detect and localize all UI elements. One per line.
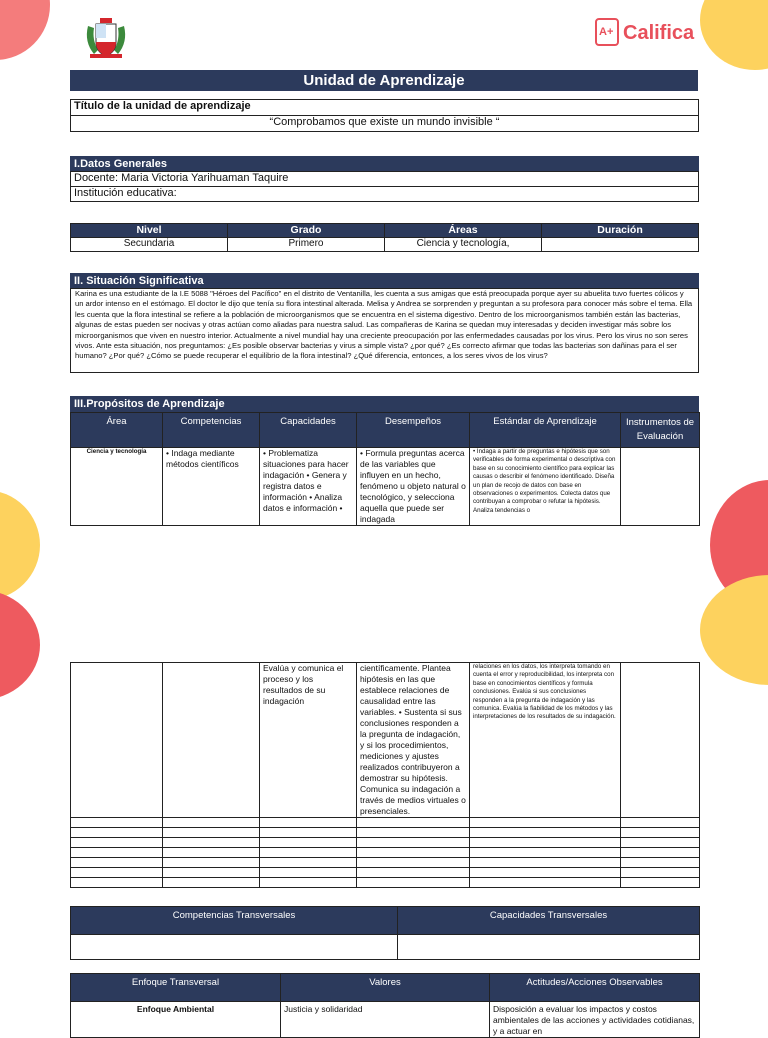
transversal-competencies-header: Competencias Transversales [71,907,398,935]
unit-title-table [70,99,699,132]
empty-row [71,868,700,878]
empty-row [71,858,700,868]
info-value-grade: Primero [228,238,385,252]
purposes-instruments-value [621,448,700,526]
cont-standard-value: relaciones en los datos, los interpreta tomando en cuenta el error y reproducibilidad, los interpreta con base en conocimientos científicos y formula conclusiones. Evalúa si sus conclusiones responden a la pregunta de indagación y las comunica. Evalúa la fiabilidad de los métodos y las interpretaciones de los resultados de su indagación. [470,663,621,818]
logo-badge-text: A+ [599,26,614,38]
info-header-duration: Duración [542,224,699,238]
purposes-table-part1 [70,412,700,526]
info-value-duration [542,238,699,252]
situation-text: Karina es una estudiante de la I.E 5088 "Héroes del Pacífico" en el distrito de Ventanilla, les cuenta a sus amigas que está preocupada porque ayer su abuelita tuvo fuertes cólicos y un ardor intenso en el estómago. El doctor le dijo que tenía su flora intestinal alterada. Melisa y Andrea se sorprenden y preguntan a su profesora para conocer más sobre el tema. Ella les cuenta que la flora intestinal se refiere a la población de microorganismos que se encuentra en el sistema digestivo. Dentro de los microorganismos también están las bacterias, algunas de estas pueden ser nocivas y otras actúan como aliadas para nuestra salud. Las compañeras de Karina se quedan muy interesadas y deciden investigar más sobre los microorganismos que viven en nuestro interior. Actualmente a nivel mundial hay una creciente preocupación por las enfermedades causadas por los virus. Pero los virus no son seres vivos. Ante esta situación, nos preguntamos: ¿Es posible observar bacterias y virus a simple vista? ¿por qué? ¿Es correcto afirmar que todas las bacterias son dañinas para el ser humano? ¿Por qué? ¿Cómo se puede recuperar el equilibrio de la flora intestinal? ¿Qué diferencia, entonces, a los seres vivos de los virus? [70,288,699,373]
cont-instruments-cell [621,663,700,818]
cont-competency-cell [163,663,260,818]
purposes-capacities-value: • Problematiza situaciones para hacer indagación • Genera y registra datos e información • Analiza datos e información • [260,448,357,526]
transversal-capacities-cell [398,935,700,960]
purposes-header-competencies: Competencias [163,413,260,448]
teacher-name: Docente: Maria Victoria Yarihuaman Taquire [71,172,699,187]
cont-performances-value: científicamente. Plantea hipótesis en las que establece relaciones de causalidad entre las variables. • Sustenta si sus conclusiones responden a la pregunta de indagación, y si los procedimientos, mediciones y ajustes realizados contribuyeron a demostrar su hipótesis. Comunica su indagación a través de medios virtuales o presenciales. [357,663,470,818]
empty-row [71,878,700,888]
cont-area-cell [71,663,163,818]
attitudes-value: Disposición a evaluar los impactos y costos ambientales de las acciones y actividades cotidianas, y a actuar en [490,1002,700,1038]
info-table [70,223,699,252]
approaches-table [70,973,700,1038]
document-title: Unidad de Aprendizaje [70,70,698,91]
purposes-header-performances: Desempeños [357,413,470,448]
decor-blob-mid-right-yellow [700,575,768,685]
decor-blob-mid-left-yellow [0,490,40,600]
approach-header: Enfoque Transversal [71,974,281,1002]
values-header: Valores [281,974,490,1002]
cont-capacities-value: Evalúa y comunica el proceso y los resultados de su indagación [260,663,357,818]
purposes-performances-value: • Formula preguntas acerca de las variables que influyen en un hecho, fenómeno u objeto natural o tecnológico, y selecciona aquella que puede ser indagada [357,448,470,526]
info-header-areas: Áreas [385,224,542,238]
approach-value: Enfoque Ambiental [71,1002,281,1038]
attitudes-header: Actitudes/Acciones Observables [490,974,700,1002]
info-header-level: Nivel [71,224,228,238]
values-value: Justicia y solidaridad [281,1002,490,1038]
unit-title-value: “Comprobamos que existe un mundo invisible “ [71,116,699,132]
empty-row [71,848,700,858]
peru-coat-of-arms-icon [82,14,130,62]
general-data-heading: I.Datos Generales [70,156,699,172]
purposes-heading: III.Propósitos de Aprendizaje [70,396,699,412]
purposes-header-capacities: Capacidades [260,413,357,448]
purposes-competency-value: • Indaga mediante métodos científicos [163,448,260,526]
unit-title-label: Título de la unidad de aprendizaje [71,100,699,116]
purposes-header-instruments: Instrumentos de Evaluación [621,413,700,448]
purposes-table-part2 [70,662,700,888]
transversal-capacities-header: Capacidades Transversales [398,907,700,935]
transversal-competencies-cell [71,935,398,960]
empty-row [71,838,700,848]
purposes-header-standard: Estándar de Aprendizaje [470,413,621,448]
decor-blob-mid-left-red [0,590,40,700]
califica-logo-badge [595,18,619,46]
situation-heading: II. Situación Significativa [70,273,699,289]
info-value-areas: Ciencia y tecnología, [385,238,542,252]
decor-blob-top-left [0,0,50,60]
decor-blob-top-right [700,0,768,70]
empty-row [71,818,700,828]
purposes-header-area: Área [71,413,163,448]
califica-logo-text: Califica [623,22,695,44]
general-data-table [70,171,699,202]
empty-row [71,828,700,838]
info-value-level: Secundaria [71,238,228,252]
info-header-grade: Grado [228,224,385,238]
transversal-table [70,906,700,960]
purposes-area-value: Ciencia y tecnología [71,448,163,526]
institution: Institución educativa: [71,187,699,202]
purposes-standard-value: • Indaga a partir de preguntas e hipótesis que son verificables de forma experimental o descriptiva con base en su conocimiento científico para explicar las causas o describir el fenómeno identificado. Diseña un plan de recojo de datos con base en observaciones o experimentos. Colecta datos que contribuyan a comprobar o refutar la hipótesis. Analiza tendencias o [470,448,621,526]
